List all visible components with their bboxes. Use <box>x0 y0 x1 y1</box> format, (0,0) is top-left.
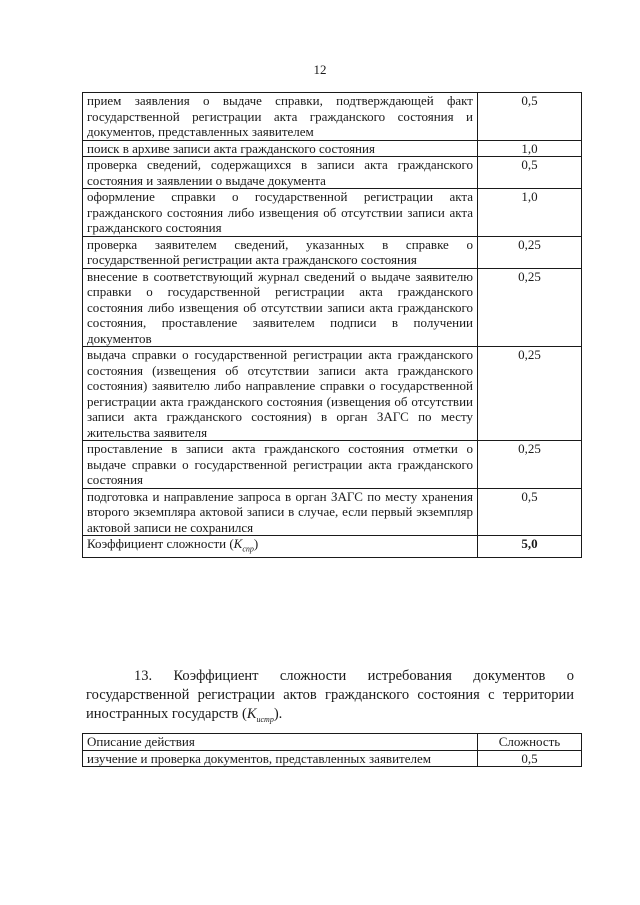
page-number: 12 <box>313 62 327 77</box>
table-row <box>83 157 582 189</box>
action-description: выдача справки о государственной регистрации акта гражданского состояния (извещения об отсутствии записи акта гражданского состояния) заявителю либо направление справки о государственной регистрации акта гражданского состояния (извещения об отсутствии записи акта гражданского состояния) в орган ЗАГС по месту жительства заявителя <box>83 347 478 441</box>
coefficient-symbol: K <box>246 706 257 722</box>
complexity-value: 0,25 <box>478 236 582 268</box>
table-row <box>83 140 582 157</box>
complexity-table-foreign-documents <box>82 733 582 767</box>
total-label-end: ) <box>253 536 259 551</box>
total-value: 5,0 <box>478 536 582 558</box>
table-row <box>83 93 582 141</box>
table-header-row <box>83 734 582 751</box>
coefficient-symbol: K <box>233 536 243 551</box>
action-description: поиск в архиве записи акта гражданского состояния <box>83 140 478 157</box>
coefficient-subscript: спр <box>242 544 254 554</box>
header-description: Описание действия <box>83 734 478 751</box>
complexity-value: 1,0 <box>478 189 582 237</box>
action-description: проставление в записи акта гражданского состояния отметки о выдаче справки о государственной регистрации акта гражданского состояния <box>83 441 478 489</box>
action-description: внесение в соответствующий журнал сведений о выдаче заявителю справки о государственной регистрации акта гражданского состояния либо извещения об отсутствии записи акта гражданского состояния, проставление заявителем подписи в получении документов <box>83 268 478 347</box>
complexity-value: 0,25 <box>478 268 582 347</box>
action-description: оформление справки о государственной регистрации акта гражданского состояния либо извещения об отсутствии записи акта гражданского состояния <box>83 189 478 237</box>
total-row <box>83 536 582 558</box>
table-row <box>83 488 582 536</box>
complexity-value: 0,5 <box>478 488 582 536</box>
table-row <box>83 347 582 441</box>
action-description: прием заявления о выдаче справки, подтверждающей факт государственной регистрации акта гражданского состояния и документов, представленных заявителем <box>83 93 478 141</box>
action-description: проверка заявителем сведений, указанных в справке о государственной регистрации акта гражданского состояния <box>83 236 478 268</box>
header-complexity: Сложность <box>478 734 582 751</box>
section-13-paragraph <box>86 667 574 729</box>
table-row <box>83 441 582 489</box>
section-13-text: 13. Коэффициент сложности истребования документов о государственной регистрации актов гражданского состояния с территории иностранных государств ( <box>86 668 574 722</box>
table-row <box>83 750 582 767</box>
complexity-table-certificates <box>82 92 582 558</box>
action-description: изучение и проверка документов, представленных заявителем <box>83 750 478 767</box>
table-row <box>83 236 582 268</box>
complexity-value: 0,25 <box>478 347 582 441</box>
table-row <box>83 268 582 347</box>
complexity-value: 0,5 <box>478 157 582 189</box>
complexity-value: 0,25 <box>478 441 582 489</box>
action-description: проверка сведений, содержащихся в записи акта гражданского состояния и заявлении о выдаче документа <box>83 157 478 189</box>
complexity-value: 0,5 <box>478 750 582 767</box>
complexity-value: 0,5 <box>478 93 582 141</box>
total-label <box>83 536 478 558</box>
table-row <box>83 189 582 237</box>
action-description: подготовка и направление запроса в орган ЗАГС по месту хранения второго экземпляра актовой записи в случае, если первый экземпляр актовой записи не сохранился <box>83 488 478 536</box>
section-13-text-end: ). <box>273 706 283 722</box>
total-label-text: Коэффициент сложности ( <box>87 536 234 551</box>
coefficient-subscript: истр <box>256 714 274 724</box>
complexity-value: 1,0 <box>478 140 582 157</box>
